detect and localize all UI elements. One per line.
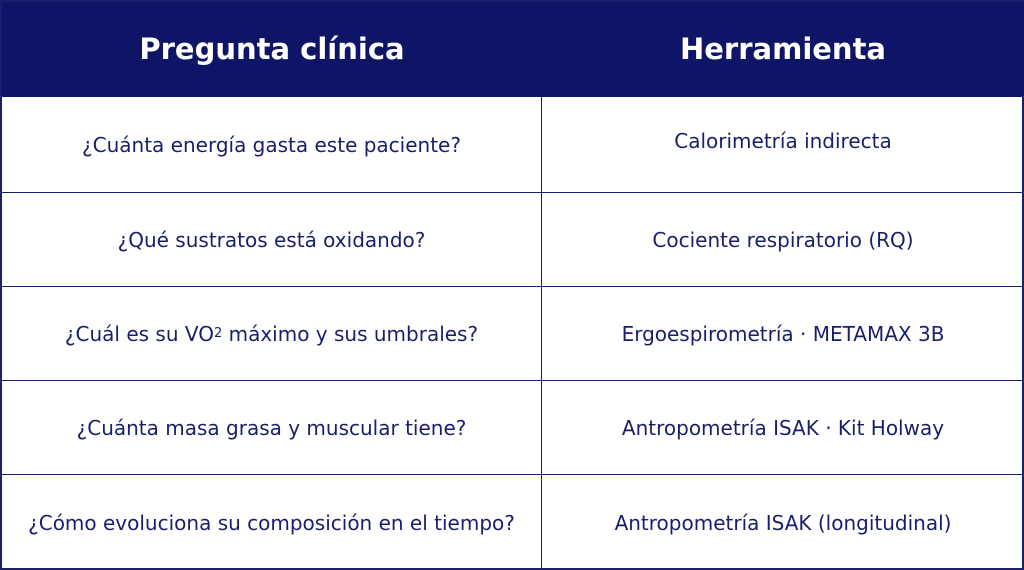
- row-5-tool: Antropometría ISAK (longitudinal): [542, 474, 1024, 570]
- header-tool: Herramienta: [542, 2, 1024, 97]
- row-3-question: [2, 286, 542, 380]
- row-4-question: ¿Cuánta masa grasa y muscular tiene?: [2, 380, 542, 474]
- row-2-question: ¿Qué sustratos está oxidando?: [2, 192, 542, 286]
- row-1-question: ¿Cuánta energía gasta este paciente?: [2, 97, 542, 192]
- row-3-question-pre: ¿Cuál es su VO: [64, 321, 214, 346]
- row-4-tool: Antropometría ISAK · Kit Holway: [542, 380, 1024, 474]
- row-1-tool: Calorimetría indirecta: [674, 128, 892, 153]
- header-question: Pregunta clínica: [2, 2, 542, 97]
- row-5-question: ¿Cómo evoluciona su composición en el tiempo?: [2, 474, 542, 570]
- row-2-tool: Cociente respiratorio (RQ): [542, 192, 1024, 286]
- row-3-tool: Ergoespirometría · METAMAX 3B: [542, 286, 1024, 380]
- row-3-question-post: máximo y sus umbrales?: [222, 321, 479, 346]
- row-3-question-subscript: 2: [213, 326, 223, 341]
